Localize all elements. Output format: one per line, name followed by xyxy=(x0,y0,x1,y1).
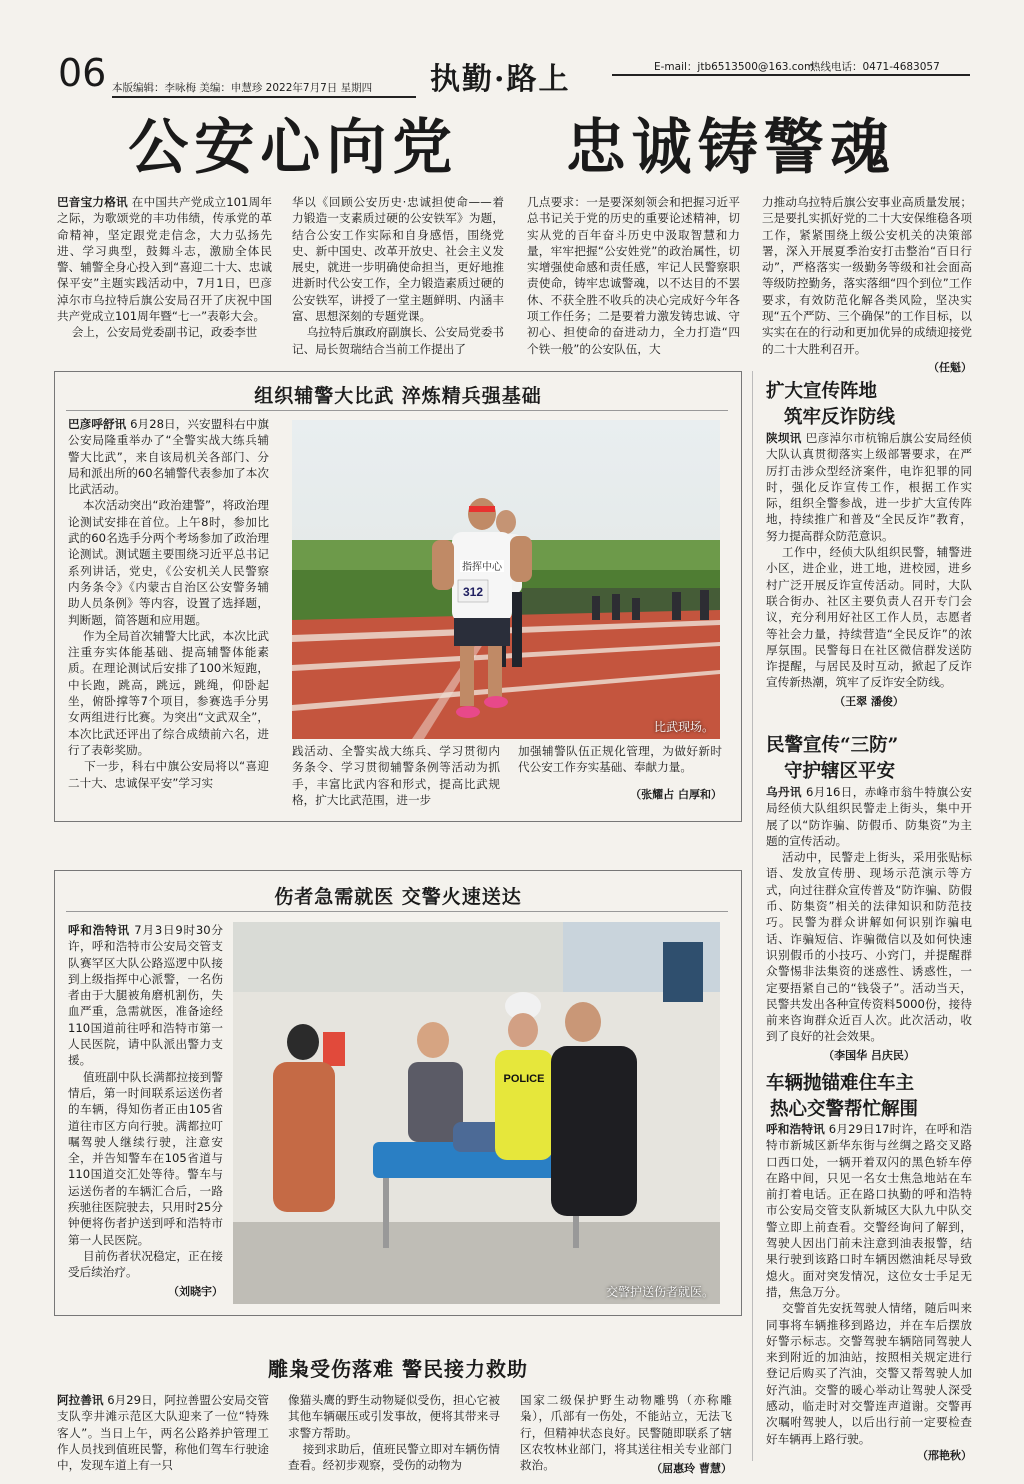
box2-title-rule xyxy=(66,911,728,912)
race-photo-illustration xyxy=(292,420,720,739)
box1-title-rule xyxy=(66,410,728,411)
lead-article-col3: 几点要求：一是要深刻领会和把握习近平总书记关于党的历史的重要论述精神，切实从党的百年奋斗历史中汲取智慧和力量，牢牢把握“公安姓党”的政治属性，切实增强使命感和责任感，牢记人民警察职责使命，铸牢忠诚警魂，以不达目的不罢休、不获全胜不收兵的决心完成好今年各项工作任务；二是要着力激发铸忠诚、守初心、担使命的奋进动力，全力打造“四个铁一般”的公安队伍，大 xyxy=(527,195,740,356)
lead-article-byline: （任魁） xyxy=(928,360,972,374)
box1-byline: （张耀占 白厚和） xyxy=(630,787,722,801)
runner-shirt-text: 指挥中心 xyxy=(462,562,502,573)
bottom-col3: 国家二级保护野生动物雕鸮（亦称雕枭），爪部有一伤处，不能站立，无法飞行，但精神状态良好。民警随即联系了辖区农牧林业部门，将其送往相关专业部门救治。 xyxy=(520,1393,732,1473)
lead-article-col4: 力推动乌拉特后旗公安事业高质量发展；三是要扎实抓好党的二十大安保维稳各项工作，紧紧围绕上级公安机关的决策部署，深入开展夏季治安打击整治“百日行动”，严格落实一级勤务等级和社会面高等级防控勤务，落实落细“四个到位”工作要求，有效防范化解各类风险，坚决实现“五个严防、三个确保”的工作目标，以实实在在的行动和更加优异的成绩迎接党的二十大胜利召开。 （任魁） xyxy=(762,195,972,374)
main-headline: 公安心向党 忠诚铸警魂 xyxy=(128,113,896,183)
header-rule-right xyxy=(612,74,970,76)
section-name: 执勤·路上 xyxy=(430,62,571,97)
page-number: 06 xyxy=(58,51,107,95)
police-vest-text: POLICE xyxy=(503,1073,545,1085)
box1-text-right-wrap xyxy=(518,743,722,802)
box2-byline: （刘晓宇） xyxy=(168,1284,223,1298)
header-rule-left xyxy=(112,96,416,98)
box1-text-left: 巴彦呼舒讯 6月28日，兴安盟科右中旗公安局隆重举办了“全警实战大练兵辅警大比武”，来自该局机关各部门、分局和派出所的60名辅警代表参加了本次比武活动。 本次活动突出“政治建警”，将政治理论测试安排在首位。上午8时，参加比武的60名选手分两个考场参加了政治理论测试。测试题主要围绕习近平总书记系列讲话，党史，《公安机关人民警察内务条令》《内蒙古自治区公安警务辅助人员条例》等内容，设置了选择题，判断题，简答题和应用题。 作为全局首次辅警大比武，本次比武注重夯实体能基础、提高辅警体能素质。在理论测试后安排了100米短跑，中长跑，跳高，跳远，跳绳，仰卧起坐，俯卧撑等7个项目，参赛选手分男女两组进行比赛。为突出“文武双全”，本次比武还评出了综合成绩前六名，进行了表彰奖励。 下一步，科右中旗公安局将以“喜迎二十大、忠诚保平安”学习实 xyxy=(68,417,269,790)
photo-race-caption: 比武现场。 xyxy=(653,720,714,734)
side2-body: 乌丹讯 6月16日，赤峰市翁牛特旗公安局经侦大队组织民警走上街头，集中开展了以“防诈骗、防假币、防集资”为主题的宣传活动。 活动中，民警走上街头，采用张贴标语、发放宣传册、现场示范演示等方式，向过往群众宣传普及“防诈骗、防假币、防集资”相关的法律知识和防范技巧。民警为群众讲解如何识别诈骗电话、诈骗短信、诈骗微信以及如何快速识别假币的小技巧、小窍门，并提醒群众警惕非法集资的迷惑性、诱惑性，一定要捂紧自己的“钱袋子”。活动当天，民警共发出各种宣传资料5000份，接待前来咨询群众近百人次。此次活动，收到了良好的社会效果。 （李国华 吕庆民） xyxy=(766,785,972,1062)
photo-race xyxy=(292,420,720,739)
stretcher-photo-illustration xyxy=(233,922,720,1304)
side1-body: 陕坝讯 巴彦淖尔市杭锦后旗公安局经侦大队认真贯彻落实上级部署要求，在严厉打击涉众型经济案件，电诈犯罪的同时，强化反诈宣传工作，根据工作实际，组织全警参战，进一步扩大宣传阵地，持续推广和普及“全民反诈”教育，努力提高群众防范意识。 工作中，经侦大队组织民警，辅警进小区，进企业，进工地，进校园，进乡村广泛开展反诈宣传活动。同时，大队联合街办、社区主要负责人召开专门会议，充分利用好社区工作人员，志愿者等社会力量，持续营造“全民反诈”的浓厚氛围。民警每日在社区微信群发送防诈提醒，与居民及时互动，掀起了反诈宣传新热潮，筑牢了反诈安全防线。 （王翠 潘俊） xyxy=(766,431,972,708)
box1-text-mid: 践活动、全警实战大练兵、学习贯彻内务条令、学习贯彻辅警条例等活动为抓手，丰富比武内容和形式，提高比武规格，扩大比武范围，进一步 xyxy=(292,744,500,807)
box1-text-right: 加强辅警队伍正规化管理，为做好新时代公安工作夯实基础、奉献力量。 xyxy=(518,744,722,775)
side1-byline: （王翠 潘俊） xyxy=(834,694,904,708)
bottom-title: 雕枭受伤落难 警民接力救助 xyxy=(268,1357,528,1381)
side2-byline: （李国华 吕庆民） xyxy=(823,1048,915,1062)
side3-byline: （邢艳秋） xyxy=(917,1448,972,1462)
box2-text: 呼和浩特讯 7月3日9时30分许，呼和浩特市公安局交管支队赛罕区大队公路巡逻中队接到上级指挥中心派警，一名伤者由于大腿被角磨机割伤，失血严重，急需就医，准备途经110国道前往呼和浩特市第一人民医院，请中队派出警力支援。 值班副中队长满都拉接到警情后，第一时间联系运送伤者的车辆，得知伤者正由105省道往市区方向行驶。满都拉叮嘱驾驶人继续行驶，注意安全，并告知警车在105省道与110国道交汇处等待。警车与运送伤者的车辆汇合后，一路疾驰往医院驶去，只用时25分钟便将伤者护送到呼和浩特市第一人民医院。 目前伤者状况稳定，正在接受后续治疗。 xyxy=(68,923,223,1280)
runner-bib-number: 312 xyxy=(462,585,484,599)
side2-title: 民警宣传“三防” 守护辖区平安 xyxy=(766,735,899,782)
box2-title: 伤者急需就医 交警火速送达 xyxy=(274,886,522,908)
side3-body: 呼和浩特讯 6月29日17时许，在呼和浩特市新城区新华东街与丝绸之路交叉路口西口处，一辆开着双闪的黑色轿车停在路中间，只见一名女士焦急地站在车前打着电话。正在路口执勤的呼和浩特市公安局交管支队新城区大队九中队交警立即上前查看。交警经询问了解到，驾驶人因出门前未注意到油表报警，结果行驶到该路口时车辆因燃油耗尽导致熄火。面对突发情况，这位女士手足无措，焦急万分。 交警首先安抚驾驶人情绪，随后叫来同事将车辆推移到路边，并在车后摆放好警示标志。交警驾驶车辆陪同驾驶人来到附近的加油站，按照相关规定进行登记后购买了汽油，交警又帮驾驶人加好汽油。交警的暖心举动让驾驶人深受感动，临走时对交警连声道谢。交警再次嘱咐驾驶人，以后出行前一定要检查好车辆再上路行驶。 （邢艳秋） xyxy=(766,1122,972,1462)
lead-article-col2: 华以《回顾公安历史·忠诚担使命——着力锻造一支素质过硬的公安铁军》为题，结合公安工作实际和自身感悟，围绕党史、新中国史、改革开放史、社会主义发展史，就进一步明确使命担当，更好地推进新时代公安工作，全力锻造素质过硬的公安铁军，讲授了一堂主题鲜明、内涵丰富、思想深刻的专题党课。 乌拉特后旗政府副旗长、公安局党委书记、局长贺瑞结合当前工作提出了 xyxy=(292,195,504,356)
box2-text-wrap xyxy=(68,922,223,1299)
lead-article-col1: 巴音宝力格讯 在中国共产党成立101周年之际，为歌颂党的丰功伟绩，传承党的革命精神，坚定跟党走信念，大力弘扬先进、学习典型，鼓舞斗志，激励全体民警、辅警全身心投入到“喜迎二十大、忠诚保平安”主题实践活动中，7月1日，巴彦淖尔市乌拉特后旗公安局召开了庆祝中国共产党成立101周年暨“七一”表彰大会。 会上，公安局党委副书记，政委李世 xyxy=(57,195,272,340)
bottom-col2: 像猫头鹰的野生动物疑似受伤，担心它被其他车辆碾压或引发事故，便将其带来寻求警方帮助。 接到求助后，值班民警立即对车辆伤情查看。经初步观察，受伤的动物为 xyxy=(288,1393,500,1473)
side1-title: 扩大宣传阵地 筑牢反诈防线 xyxy=(766,381,896,428)
photo-stretcher-caption: 交警护送伤者就医。 xyxy=(605,1285,714,1299)
bottom-col1: 阿拉善讯 6月29日，阿拉善盟公安局交管支队孪井滩示范区大队迎来了一位“特殊客人”。当日上午，两名公路养护管理工作人员找到值班民警，称他们驾车行驶途中，发现车道上有一只 xyxy=(57,1393,269,1473)
bottom-byline: （屈惠玲 曹慧） xyxy=(651,1462,732,1475)
photo-stretcher xyxy=(233,922,720,1304)
hotline: 热线电话：0471-4683057 xyxy=(810,61,940,73)
side3-title: 车辆抛锚难住车主 热心交警帮忙解围 xyxy=(766,1073,919,1120)
editor-line: 本版编辑：李咏梅 美编：申慧珍 2022年7月7日 星期四 xyxy=(112,82,373,94)
box1-title: 组织辅警大比武 淬炼精兵强基础 xyxy=(254,385,542,407)
email: E-mail：jtb6513500@163.com xyxy=(654,61,815,73)
right-column-rule xyxy=(752,371,753,1461)
